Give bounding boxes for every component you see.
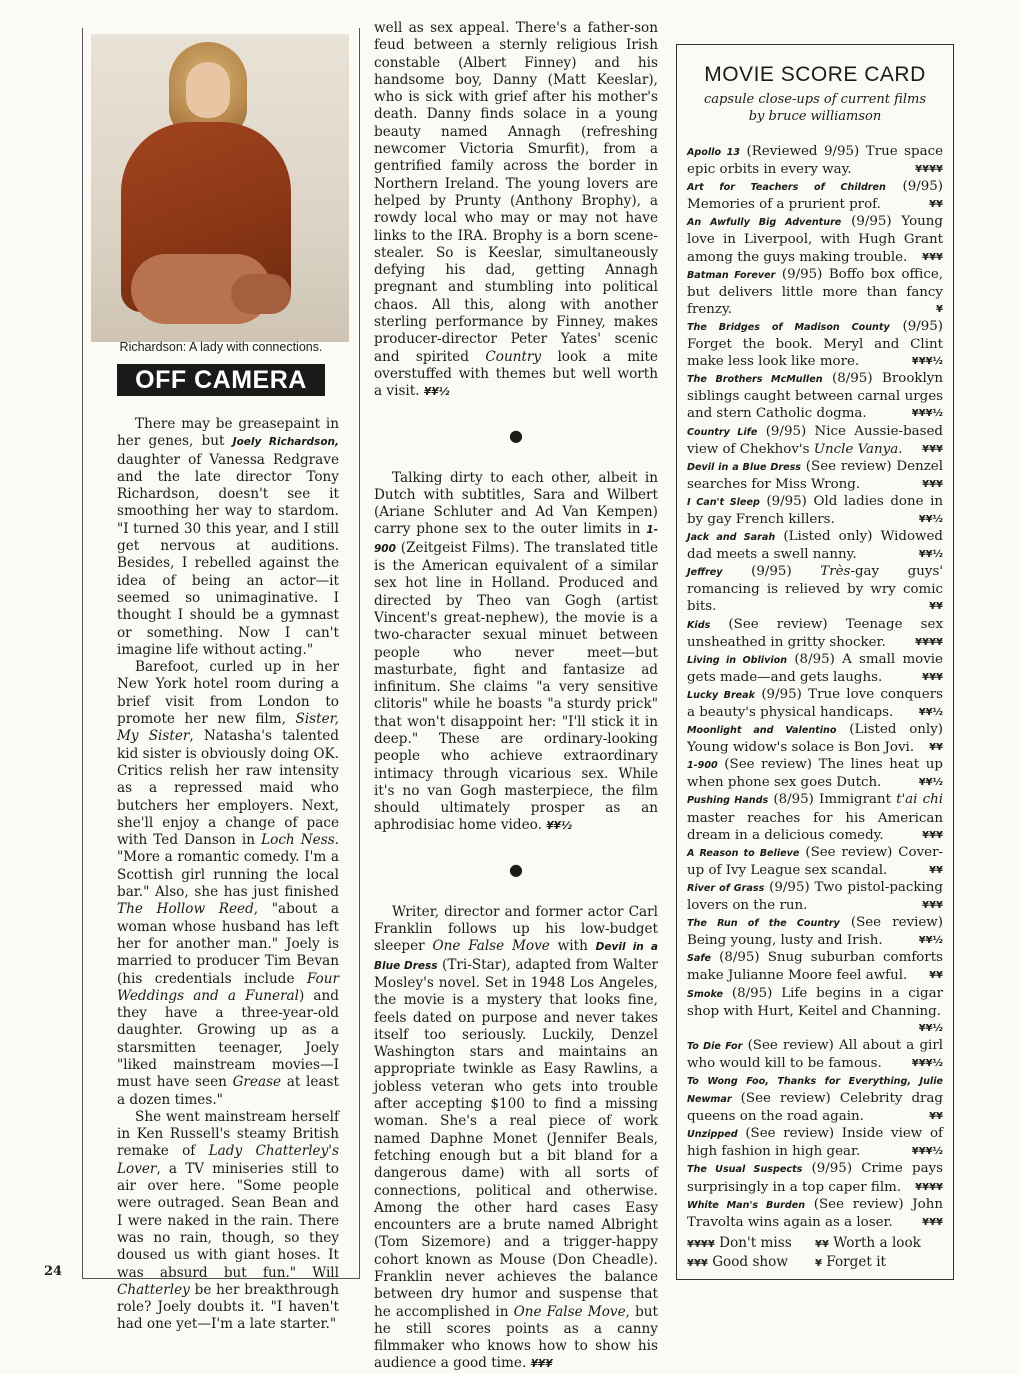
film-entry [687,651,943,686]
film-title: I Can't Sleep [687,496,760,508]
smallcaps-text: ¥¥½ [546,820,572,833]
text-run: look a mite overstuffed with themes but well worth a visit. [374,348,658,400]
score-card-title: MOVIE SCORE CARD [704,63,926,86]
rating-legend [687,1235,943,1272]
text-run: ) and they have a three-year-old daughter. Growing up as a starsmitten teenager, Joely "liked mainstream movies—I must have seen [117,987,339,1091]
italic-text: Four Weddings and a Funeral [117,970,339,1004]
text-run: She went mainstream herself in Ken Russell's steamy British remake of [117,1108,339,1160]
film-title: The Run of the Country [687,918,840,930]
film-entry [687,563,943,615]
left-column [82,28,360,1333]
italic-text: Grease [232,1074,282,1091]
film-rating: ¥¥ [929,864,943,876]
text-run: with [549,938,596,955]
text-run: (See review) All about a girl who would kill to be famous. [687,1037,944,1071]
text-run: (Zeitgeist Films). The translated title is the American equivalent of a similar sex hot line in Holland. Produced and directed by Theo van Gogh (artist Vincent's great-nephew), the movie is a two-character sexual minuet between people who never meet—but masturbate, fight and fantasize ad infinitum. She claims "a very sensitive clitoris" while he boasts "a sturdy prick" that won't disappoint her: "I'll stick it in deep." These are ordinary-looking people who achieve extraordinary intimacy through vicarious sex. While it's no van Gogh masterpiece, the film should ultimately prosper as an aphrodisiac home video. [374,539,658,834]
page-number: 24 [44,1264,63,1279]
film-entry [687,178,943,213]
film-entry [687,949,943,984]
smallcaps-text: Devil in a Blue Dress [374,941,658,972]
film-title: 1-900 [687,760,718,772]
photo-face-shape [186,62,230,118]
film-entry [687,528,943,563]
smallcaps-text: 1-900 [374,524,658,555]
film-rating: ¥¥½ [918,513,943,525]
text-run: (9/95) Forget the book. Meryl and Clint make less look like more. [687,318,943,370]
photo-feet-shape [231,274,291,314]
film-title: Lucky Break [687,689,756,701]
legend-label: Don't miss [714,1235,792,1251]
film-entry [687,985,943,1037]
review-paragraph [374,904,658,1374]
italic-text: t'ai chi [896,792,944,808]
legend-item [815,1235,943,1253]
film-entry [687,1037,943,1072]
text-run: (8/95) A small movie gets made—and gets laughs. [687,651,943,685]
film-title: Jeffrey [687,567,723,579]
film-rating: ¥¥¥¥ [915,1181,943,1193]
smallcaps-text: ¥¥½ [423,386,450,399]
legend-label: Good show [707,1254,788,1270]
film-rating: ¥¥½ [918,549,943,561]
smallcaps-text: ¥¥¥ [530,1358,553,1371]
film-title: The Bridges of Madison County [687,321,890,333]
text-run: There may be greasepaint in her genes, but [117,416,339,450]
italic-text: Country [485,348,542,365]
text-run: -gay guys' romancing is relieved by wry comic bits. [687,564,943,615]
film-entry [687,423,943,458]
text-run: (Listed only) Young widow's solace is Bon Jovi. [687,722,943,756]
film-rating: ¥¥¥½ [911,1146,943,1158]
text-run: (9/95) Crime pays surprisingly in a top caper film. [687,1161,943,1195]
film-title: Smoke [687,988,724,1000]
film-entry [687,143,943,178]
film-entry [687,1072,943,1125]
film-title: An Awfully Big Adventure [687,217,842,229]
text-run: (See review) Inside view of high fashion in high gear. [687,1126,943,1160]
film-entry [687,1125,943,1160]
film-title: The Usual Suspects [687,1164,803,1176]
score-card-subtitle [677,91,953,125]
text-run: (See review) Being young, lusty and Irish. [687,915,943,949]
film-title: Living in Oblivion [687,654,788,666]
section-divider-bullet: ● [509,425,523,445]
section-divider-bullet: ● [509,859,523,879]
film-rating: ¥¥½ [918,935,943,947]
film-entry [687,879,943,914]
film-rating: ¥¥½ [918,1022,943,1034]
portrait-photo [91,34,349,342]
text-run: Talking dirty to each other, albeit in Dutch with subtitles, Sara and Wilbert (Ariane Schluter and Ad Van Kempen) carry phone sex to the outer limits in [374,469,658,538]
film-title: Apollo 13 [687,147,740,158]
text-run: (See review) Denzel searches for Miss Wrong. [687,458,943,492]
film-entry [687,318,943,370]
text-run: (See review) Teenage sex unsheathed in gritty shocker. [687,616,943,650]
section-title: OFF CAMERA [117,364,325,396]
italic-text: Sister, My Sister [117,711,339,745]
text-run: , Natasha's talented kid sister is obviously doing OK. Critics relish her raw intensity as a repressed maid who butchers her employers. Next, she'll enjoy a change of pace with Ted Danson in [117,728,339,849]
film-title: Country Life [687,426,758,438]
text-run: (8/95) Immigrant [768,792,897,808]
legend-rating-symbol: ¥¥¥ [687,1258,708,1269]
film-title: Unzipped [687,1129,738,1141]
text-run: (9/95) Memories of a prurient prof. [687,179,943,213]
text-run: (9/95) [722,564,821,580]
italic-text: Uncle Vanya [813,441,899,457]
text-run: (9/95) Young love in Liverpool, with Hugh Grant among the guys making trouble. [687,214,943,265]
film-rating: ¥¥ [929,199,943,211]
middle-column [374,20,658,1374]
film-title: Pushing Hands [687,795,769,807]
text-run: , "about a woman whose husband has left her for another man." Joely is married to producer Tim Bevan (his credentials include [117,901,339,987]
film-list [687,143,943,1231]
film-rating: ¥¥¥½ [911,1057,943,1069]
film-title: To Wong Foo, Thanks for Everything, Julie Newmar [687,1075,943,1106]
film-title: Jack and Sarah [687,532,776,544]
film-rating: ¥¥ [929,1111,943,1123]
film-rating: ¥¥¥ [922,829,943,841]
film-rating: ¥¥¥ [922,671,943,683]
film-title: Devil in a Blue Dress [687,461,801,473]
film-rating: ¥¥¥ [922,900,943,912]
article-paragraph [117,1109,339,1334]
film-entry [687,266,943,318]
italic-text: Loch Ness [261,832,335,849]
film-entry [687,844,943,879]
film-title: The Brothers McMullen [687,374,823,386]
text-run: Writer, director and former actor Carl Franklin follows up his low-budget sleeper [374,903,658,955]
text-run: , a TV miniseries still to air over here. "Some people were outraged. Sean Bean and I were naked in the rain. There was no rain, though, so they doused us with giant hoses. It was absurd but fun." Will [117,1160,339,1281]
film-title: To Die For [687,1040,743,1052]
film-title: White Man's Burden [687,1199,806,1211]
legend-label: Worth a look [828,1235,921,1251]
legend-item [687,1235,815,1253]
italic-text: Chatterley [117,1281,190,1298]
film-rating: ¥¥¥ [922,251,943,263]
film-rating: ¥¥¥ [922,478,943,490]
film-title: A Reason to Believe [687,847,800,859]
text-run: . [898,441,903,457]
film-entry [687,914,943,949]
article-paragraph [117,416,339,659]
legend-label: Forget it [821,1254,887,1270]
film-rating: ¥ [936,303,943,315]
text-run: (Reviewed 9/95) True space epic orbits in every way. [687,144,944,178]
film-entry [687,213,943,265]
film-entry [687,493,943,528]
film-rating: ¥¥¥½ [911,356,943,368]
film-entry [687,458,943,493]
text-run: at least a dozen times." [117,1074,339,1108]
review-paragraph [374,20,658,402]
text-run: (9/95) True love conquers a beauty's physical handicaps. [687,686,943,720]
text-run: (Listed only) Widowed dad meets a swell nanny. [687,529,943,563]
text-run: master reaches for his American dream in a delicious comedy. [687,810,943,843]
text-run: (9/95) Nice Aussie-based view of Chekhov's [687,423,943,457]
film-title: Moonlight and Valentino [687,725,837,737]
film-title: Batman Forever [687,269,776,281]
film-rating: ¥¥ [929,742,943,754]
film-entry [687,370,943,422]
text-run: (See review) Celebrity drag queens on the road again. [687,1091,943,1125]
film-rating: ¥¥¥ [922,443,943,455]
text-run: (Tri-Star), adapted from Walter Mosley's novel. Set in 1948 Los Angeles, the movie is a mystery that looks fine, feels dated on purpose and never takes itself too seriously. Luckily, Denzel Washington stars and maintains an appropriate twinkle as Easy Rawlins, a jobless veteran who gets into trouble after accepting $100 to find a missing woman. She's a real piece of work named Daphne Monet (Jennifer Beals, fetching enough but a bit bland for a dangerous dame) with all sorts of connections, political and otherwise. Among the other hard cases Easy encounters are a brute named Albright (Tom Sizemore) and a trigger-happy cohort known as Mouse (Don Cheadle). Franklin never achieves the balance between dry humor and suspense that he accomplished in [374,956,658,1320]
italic-text: Lady Chatterley's Lover [117,1143,339,1177]
film-entry [687,721,943,756]
legend-item [815,1254,943,1272]
film-title: Safe [687,953,712,965]
italic-text: One False Move [432,938,550,955]
film-rating: ¥¥ [929,970,943,982]
text-run: daughter of Vanessa Redgrave and the late director Tony Richardson, doesn't see it smoothing her way to stardom. "I turned 30 this year, and I still get nervous at auditions. Besides, I rebelled against the idea of being an actor—it seemed so unimaginative. I thought I should be a gymnast or something. Now I can't imagine life without acting." [117,451,339,658]
review-paragraph [374,470,658,836]
text-run: (See review) John Travolta wins again as a loser. [687,1196,943,1230]
text-run: , but he still scores points as a canny filmmaker who knows how to show his audience a good time. [374,1303,658,1372]
article-paragraph [117,659,339,1109]
film-entry [687,1196,943,1231]
text-run: (8/95) Brooklyn siblings caught between carnal urges and stern Catholic dogma. [687,371,943,422]
film-rating: ¥¥½ [918,707,943,718]
film-title: River of Grass [687,882,765,894]
film-rating: ¥¥¥½ [911,408,943,420]
legend-rating-symbol: ¥¥ [815,1239,829,1250]
text-run: (8/95) Snug suburban comforts make Julianne Moore feel awful. [687,950,943,984]
film-entry [687,756,943,791]
film-rating: ¥¥½ [918,777,943,789]
italic-text: Très [820,564,851,580]
text-run: (9/95) Two pistol-packing lovers on the run. [687,879,943,914]
text-run: (See review) The lines heat up when phone sex goes Dutch. [687,757,943,791]
text-run: (9/95) Boffo box office, but delivers little more than fancy frenzy. [687,266,943,317]
score-card-byline: by bruce williamson [748,109,882,124]
film-title: Art for Teachers of Children [687,182,886,194]
film-entry [687,1160,943,1195]
film-entry [687,616,943,651]
legend-rating-symbol: ¥¥¥¥ [687,1239,715,1250]
film-rating: ¥¥¥¥ [915,164,943,176]
italic-text: One False Move [513,1303,626,1320]
text-run: . "More a romantic comedy. I'm a Scottish girl running the local bar." Also, she has just finished [117,832,339,901]
film-rating: ¥¥ [929,601,943,613]
text-run: (See review) Cover-up of Ivy League sex scandal. [687,844,943,878]
score-card-subtitle-line-1: capsule close-ups of current films [703,92,926,107]
film-entry [687,686,943,721]
italic-text: The Hollow Reed [117,901,254,918]
legend-rating-symbol: ¥ [815,1258,822,1269]
score-card-box [676,44,954,1280]
text-run: (9/95) Old ladies done in by gay French killers. [687,493,943,527]
film-entry [687,791,943,843]
left-article [117,416,339,1334]
text-run: Barefoot, curled up in her New York hotel room during a brief visit from London to promote her new film, [117,659,339,728]
photo-caption: Richardson: A lady with connections. [119,340,323,354]
film-title: Kids [687,619,711,631]
text-run: be her breakthrough role? Joely doubts it. "I haven't had one yet—I'm a late starter." [117,1281,339,1333]
text-run: (8/95) Life begins in a cigar shop with Hurt, Keitel and Channing. [687,985,943,1019]
smallcaps-text: Joely Richardson, [232,436,340,449]
text-run: well as sex appeal. There's a father-son feud between a sternly religious Irish constable (Albert Finney) and his handsome boy, Danny (Matt Keeslar), who is sick with grief after his mother's death. Danny finds solace in a young beauty named Annagh (refreshing newcomer Victoria Smurfit), from a gentrified family across the border in Northern Ireland. The young lovers are helped by Prunty (Anthony Brophy), a rowdy local who may or may not have links to the IRA. Brophy is a born scene-stealer. So is Keeslar, simultaneously defying his dad, getting Annagh pregnant and stumbling into political chaos. All this, along with another sterling performance by Finney, makes producer-director Peter Yates' scenic and spirited [374,20,658,365]
film-rating: ¥¥¥¥ [915,636,943,648]
film-rating: ¥¥¥ [922,1216,943,1228]
legend-item [687,1254,815,1272]
